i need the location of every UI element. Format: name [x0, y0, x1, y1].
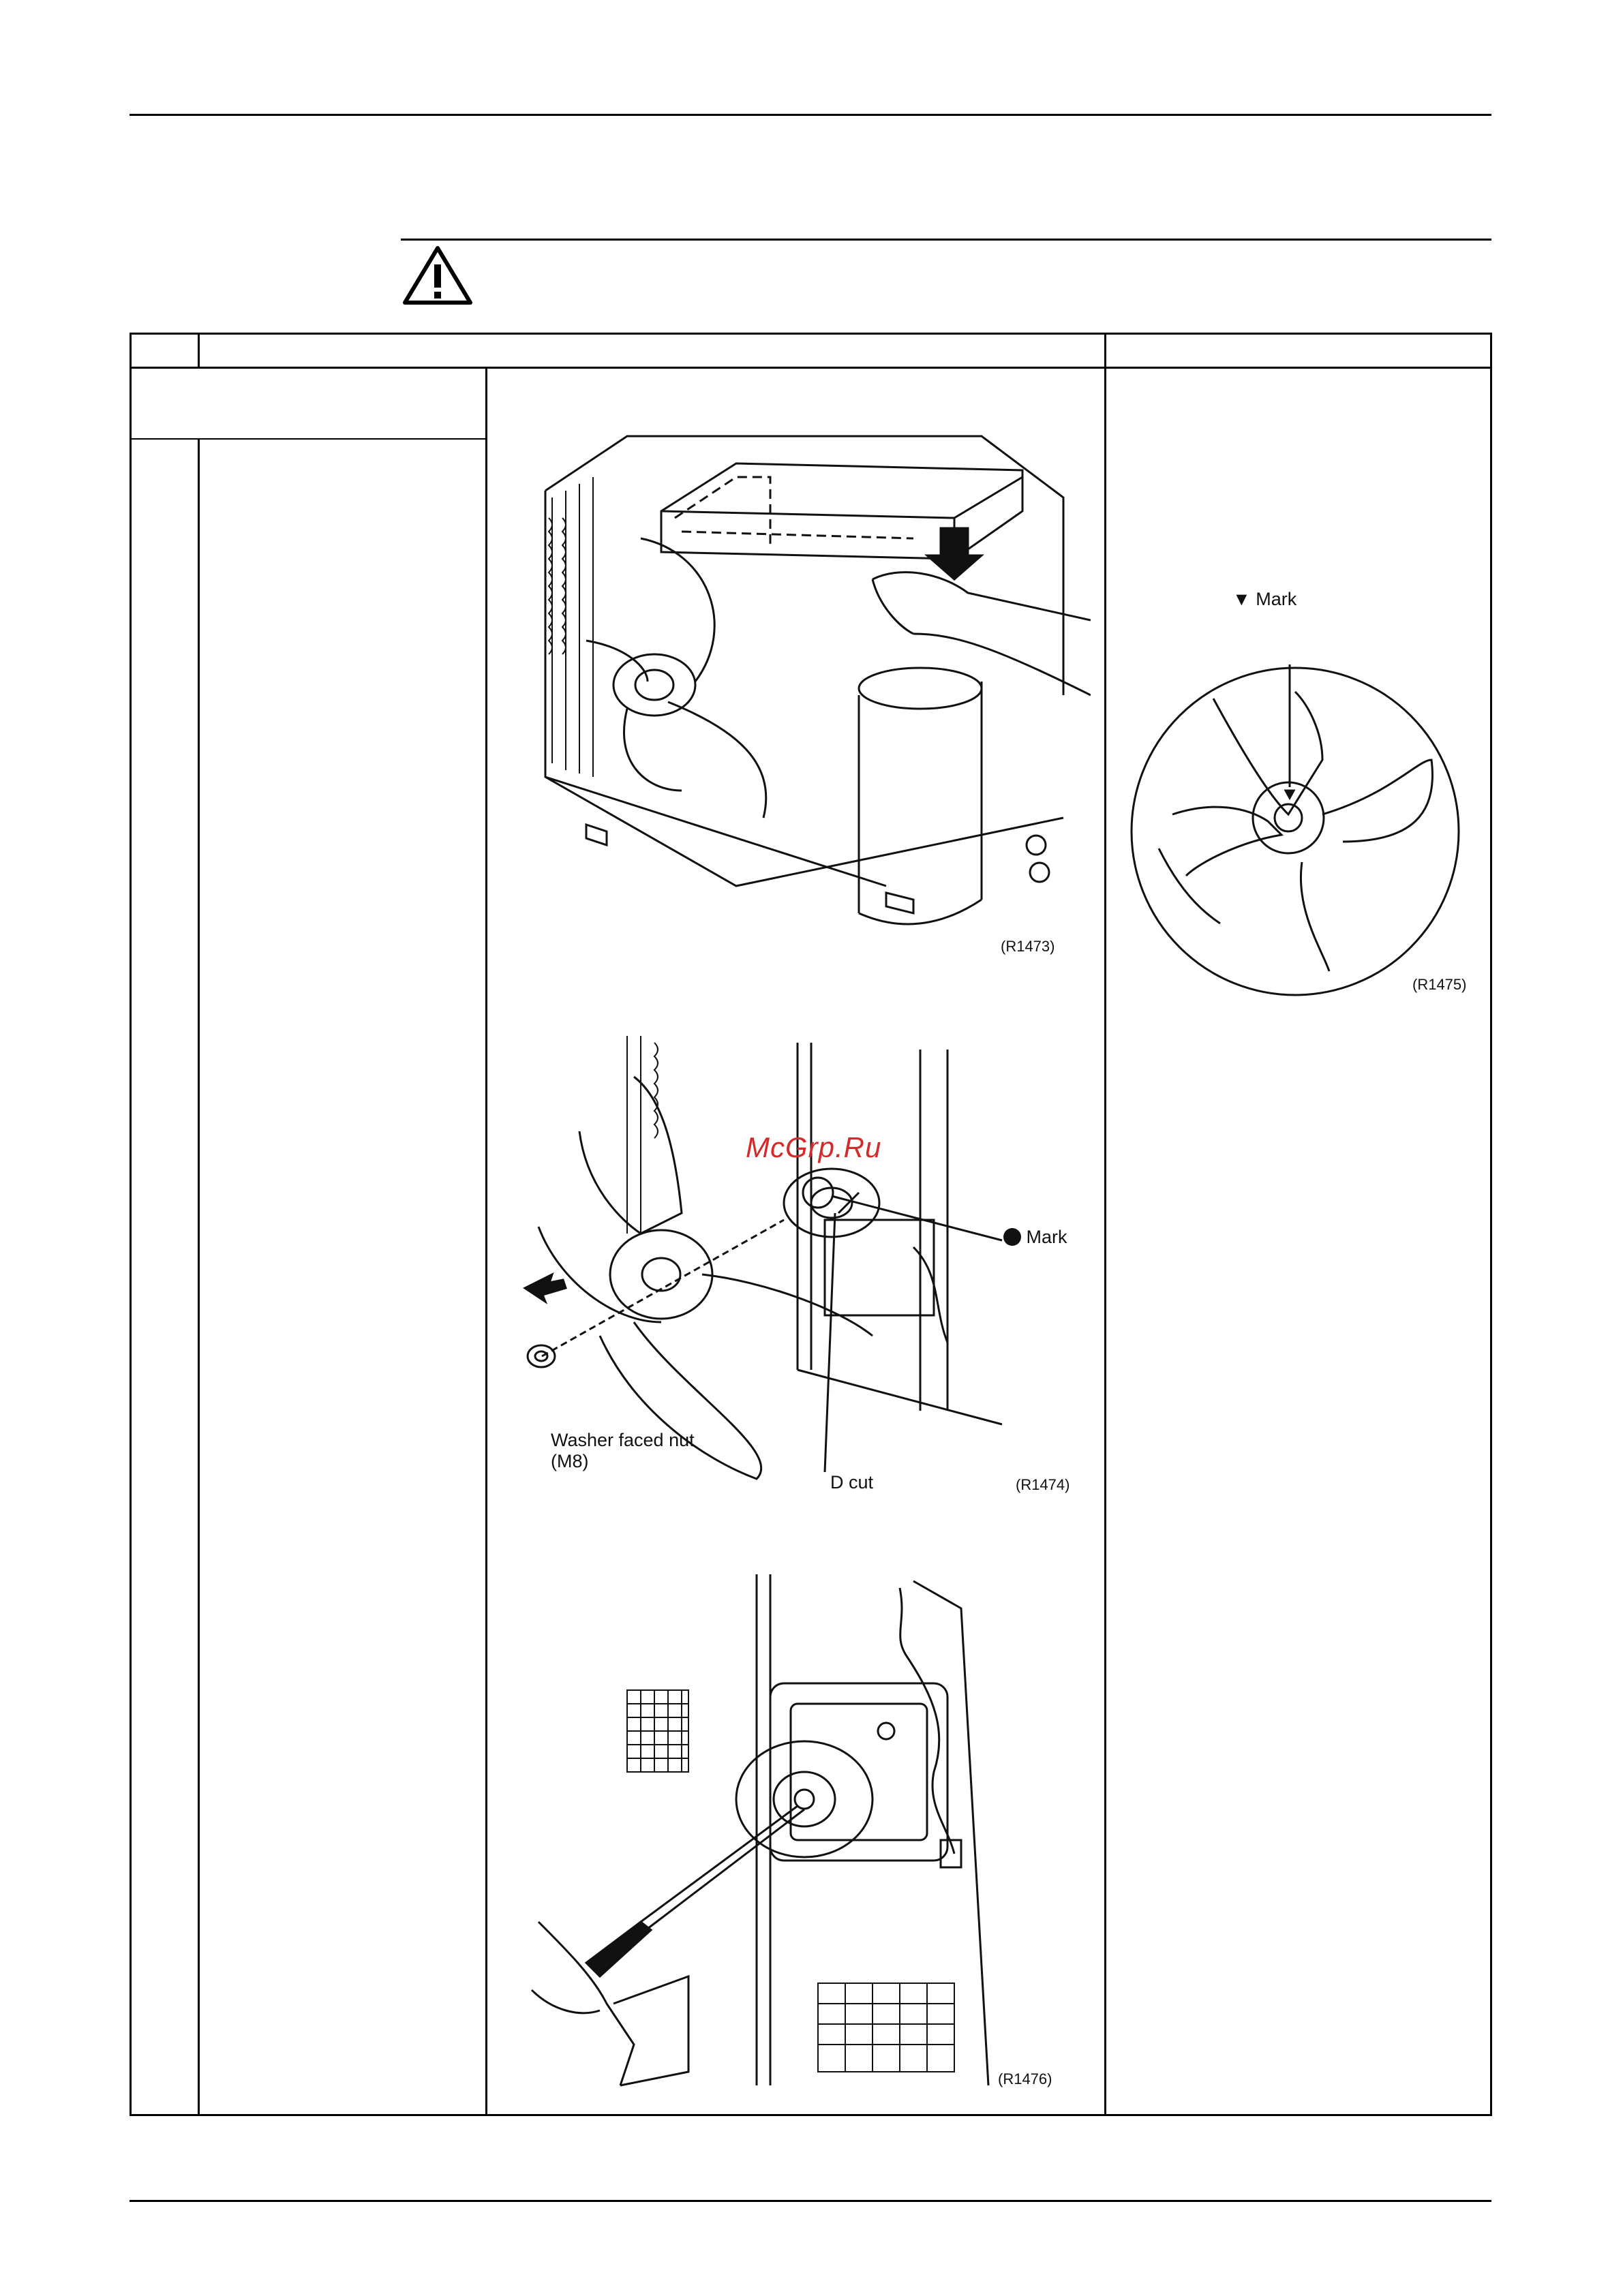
d-cut-label: D cut — [830, 1472, 874, 1493]
watermark: McGrp.Ru — [746, 1131, 882, 1163]
mark-label-r1475: ▼ Mark — [1232, 589, 1297, 609]
figure-r1475-fan-mark-detail — [1118, 664, 1472, 1005]
figure-ref-r1473: (R1473) — [1001, 938, 1055, 955]
figure-ref-r1475: (R1475) — [1412, 976, 1467, 993]
caution-rule — [401, 239, 1491, 241]
figure-r1473-outdoor-unit — [532, 409, 1091, 954]
top-rule — [130, 114, 1491, 116]
caution-warning-icon — [402, 245, 473, 305]
circle-mark-icon — [1003, 1228, 1021, 1246]
figure-ref-r1476: (R1476) — [998, 2070, 1052, 2087]
mark-label-r1474: Mark — [1003, 1227, 1067, 1248]
figure-r1474-fan-removal — [498, 1029, 1084, 1493]
bottom-rule — [130, 2200, 1491, 2202]
figure-r1476-motor-screwdriver — [525, 1567, 1084, 2092]
washer-nut-label: Washer faced nut (M8) — [551, 1430, 695, 1471]
figure-ref-r1474: (R1474) — [1016, 1476, 1070, 1493]
triangle-mark-icon: ▼ — [1232, 589, 1251, 609]
